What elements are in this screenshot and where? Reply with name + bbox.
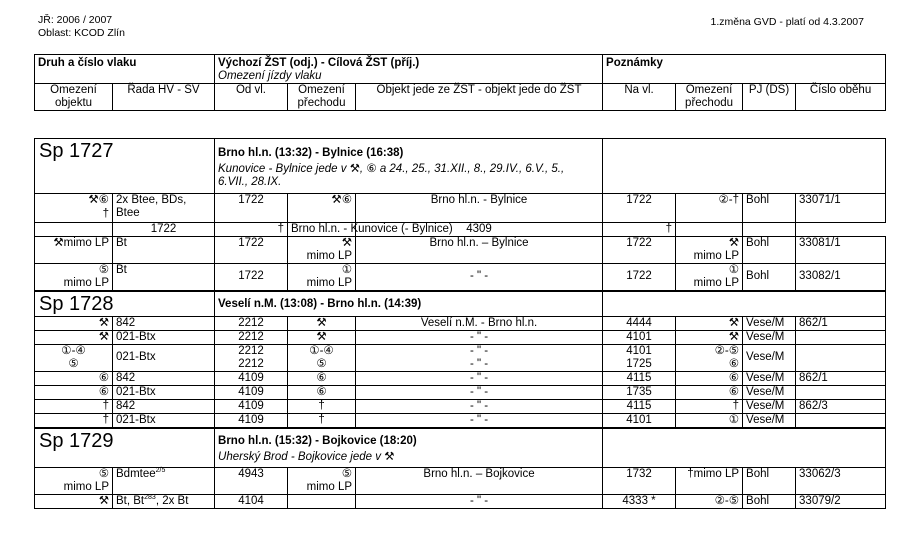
cell: ⑥ [35, 372, 113, 386]
cell [288, 345, 356, 372]
col-objekt: Objekt jede ze ŽST - objekt jede do ŽST [356, 84, 603, 111]
cell [113, 495, 215, 509]
cell: 842 [113, 317, 215, 331]
cell: 33062/3 [796, 468, 886, 495]
cell [796, 331, 886, 345]
table-row [35, 331, 886, 345]
cell: ⚒ [35, 317, 113, 331]
label: ⑤ [98, 468, 109, 480]
col-druh: Druh a číslo vlaku [35, 55, 215, 84]
label: přechodu [685, 97, 734, 109]
cell: 1722 [603, 194, 676, 223]
cell: Veselí n.M. - Brno hl.n. [356, 317, 603, 331]
cell: † [215, 223, 288, 237]
cell: 4101 [603, 331, 676, 345]
train-note: 6.VII., 28.IX. [218, 176, 282, 188]
label: ⑤ [68, 358, 79, 370]
label: mimo LP [306, 481, 353, 493]
cell [288, 495, 356, 509]
cell [603, 345, 676, 372]
cell [35, 264, 113, 292]
label: Bt, Bt [116, 495, 145, 507]
label: Btee [116, 207, 140, 219]
cell: Brno hl.n. – Bylnice [356, 237, 603, 264]
col-vychozi [215, 55, 603, 84]
superscript: 2/5 [155, 467, 166, 475]
cell: 4444 [603, 317, 676, 331]
table-row [35, 317, 886, 331]
cell: 1722 [113, 223, 215, 237]
cell: ⑥ [288, 372, 356, 386]
cell: 4115 [603, 372, 676, 386]
train-header-row [35, 291, 886, 317]
cell [676, 237, 743, 264]
cell: 862/1 [796, 372, 886, 386]
region: Oblast: KCOD Zlín [38, 27, 125, 39]
col-na-vl: Na vl. [603, 84, 676, 111]
cell [288, 237, 356, 264]
table-row [35, 414, 886, 429]
cell: - " - [356, 386, 603, 400]
train-poznamky [603, 428, 886, 468]
cell: 4104 [215, 495, 288, 509]
train-route-cell [215, 428, 603, 468]
label: mimo LP [693, 250, 740, 262]
label: 2212 [238, 358, 264, 370]
label: Omezení [50, 84, 97, 96]
cell: Vese/M [743, 400, 796, 414]
cell [356, 345, 603, 372]
cell: 4101 [603, 414, 676, 429]
label: mimo LP [63, 277, 109, 289]
cell: 862/3 [796, 400, 886, 414]
timetable-period: JŘ: 2006 / 2007 [38, 14, 113, 26]
table-row [35, 264, 886, 292]
table-row [35, 237, 886, 264]
cell: - " - [356, 414, 603, 429]
cell [796, 414, 886, 429]
cell: 021-Btx [113, 386, 215, 400]
cell: 33081/1 [796, 237, 886, 264]
label: mimo LP [63, 481, 109, 493]
cell: Vese/M [743, 386, 796, 400]
cell: 1722 [215, 194, 288, 223]
cell: Vese/M [743, 372, 796, 386]
train-header-row [35, 428, 886, 468]
cell: Brno hl.n. - Bylnice [356, 194, 603, 223]
cell: Bohl [743, 237, 796, 264]
cell [215, 345, 288, 372]
train-route: Brno hl.n. (15:32) - Bojkovice (18:20) [218, 435, 417, 447]
cell: ⚒⑥ [288, 194, 356, 223]
col-omezeni-jizdy: Omezení jízdy vlaku [218, 70, 322, 82]
cell: ⚒ [676, 331, 743, 345]
label: ②-⑤ [714, 345, 740, 357]
cell: Vese/M [743, 331, 796, 345]
cell: 1722 [603, 264, 676, 292]
table-row [35, 386, 886, 400]
col-rada-hv: Řada HV - SV [113, 84, 215, 111]
cell: Bt [113, 264, 215, 292]
label: ⚒ [341, 237, 353, 249]
cell: 4109 [215, 386, 288, 400]
document-header-right: 1.změna GVD - platí od 4.3.2007 [710, 16, 864, 28]
cell: ⚒ [35, 495, 113, 509]
label: 1725 [626, 358, 652, 370]
cell [676, 223, 743, 237]
train-note: Uherský Brod - Bojkovice jede v ⚒ [218, 451, 395, 463]
cell: 1722 [603, 237, 676, 264]
train-poznamky [603, 291, 886, 317]
table-row [35, 194, 886, 223]
table-row [35, 495, 886, 509]
table-row [35, 372, 886, 386]
cell: 4333 * [603, 495, 676, 509]
cell: - " - [356, 264, 603, 292]
cell: †mimo LP [676, 468, 743, 495]
table-row [35, 345, 886, 372]
cell: - " - [356, 400, 603, 414]
cell: Bohl [743, 468, 796, 495]
cell: † [288, 414, 356, 429]
cell: Bohl [743, 264, 796, 292]
cell: 1732 [603, 468, 676, 495]
table-row [35, 223, 886, 237]
cell: ⑥ [288, 386, 356, 400]
label: Omezení [685, 84, 733, 96]
cell: Bohl [743, 194, 796, 223]
cell: 021-Btx [113, 414, 215, 429]
label: ⑤ [98, 264, 109, 276]
cell: Vese/M [743, 414, 796, 429]
cell: † [35, 208, 113, 222]
cell: † [288, 400, 356, 414]
col-vychozi-label: Výchozí ŽST (odj.) - Cílová ŽST (příj.) [218, 57, 420, 69]
col-pj: PJ (DS) [743, 84, 796, 111]
cell: ⑥ [35, 386, 113, 400]
label: ① [728, 264, 740, 276]
cell [113, 194, 215, 223]
label: mimo LP [306, 250, 353, 262]
cell: ⚒ [35, 331, 113, 345]
cell: 4309 [356, 223, 603, 237]
col-omezeni-prechodu [288, 84, 356, 111]
cell: 021-Btx [113, 331, 215, 345]
cell [743, 223, 796, 237]
train-route: Brno hl.n. (13:32) - Bylnice (16:38) [218, 147, 404, 159]
cell [288, 264, 356, 292]
train-name: Sp 1729 [35, 428, 215, 468]
label: 2x Btee, BDs, [116, 194, 187, 206]
cell: ⑥ [676, 386, 743, 400]
cell: Brno hl.n. - Kunovice (- Bylnice) [288, 223, 356, 237]
train-route-cell [215, 139, 603, 194]
cell: Bohl [743, 495, 796, 509]
cell [113, 468, 215, 495]
cell: ⚒ [288, 317, 356, 331]
label: 2212 [238, 345, 264, 357]
label: ⑤ [341, 468, 353, 480]
cell [796, 345, 886, 372]
cell: 021-Btx [113, 345, 215, 372]
cell [676, 345, 743, 372]
cell: 2212 [215, 317, 288, 331]
label: - " - [469, 358, 489, 370]
cell: - " - [356, 495, 603, 509]
label: - " - [469, 345, 489, 357]
cell: 4109 [215, 400, 288, 414]
cell: 842 [113, 372, 215, 386]
train-name: Sp 1727 [35, 139, 215, 194]
cell: 33079/2 [796, 495, 886, 509]
label: Bdmtee [116, 468, 156, 480]
cell: 1722 [215, 237, 288, 264]
cell [796, 386, 886, 400]
cell: † [603, 223, 676, 237]
cell: ① [676, 414, 743, 429]
cell: ⚒ [288, 331, 356, 345]
cell: 33071/1 [796, 194, 886, 223]
table-row [35, 400, 886, 414]
label: ⑥ [728, 358, 740, 370]
col-od-vl: Od vl. [215, 84, 288, 111]
col-omezeni-objektu [35, 84, 113, 111]
cell [35, 345, 113, 372]
column-header-table [34, 54, 886, 111]
cell: ⚒ [676, 317, 743, 331]
trains-table [34, 138, 886, 509]
cell: 2212 [215, 331, 288, 345]
document-header-left [38, 14, 125, 40]
label: ⑤ [316, 358, 327, 370]
cell: † [35, 400, 113, 414]
cell: ②-† [676, 194, 743, 223]
table-row [35, 468, 886, 495]
col-cislo-obehu: Číslo oběhu [796, 84, 886, 111]
label: ⚒ [728, 237, 740, 249]
train-note: Kunovice - Bylnice jede v ⚒, ⑥ a 24., 25., 31.XII., 8., 29.IV., 6.V., 5., [218, 163, 565, 175]
cell: † [35, 414, 113, 429]
cell: † [676, 400, 743, 414]
cell: 4109 [215, 414, 288, 429]
label: přechodu [297, 97, 346, 109]
label: mimo LP [693, 277, 740, 289]
cell: ②-⑤ [676, 495, 743, 509]
cell [288, 468, 356, 495]
cell: - " - [356, 372, 603, 386]
superscript: 283 [144, 494, 156, 502]
label: ① [341, 264, 353, 276]
cell: Bt [113, 237, 215, 264]
cell [35, 468, 113, 495]
label: objektu [54, 97, 93, 109]
cell: 1735 [603, 386, 676, 400]
cell: 842 [113, 400, 215, 414]
train-header-row [35, 139, 886, 194]
cell: ⚒mimo LP [35, 237, 113, 264]
cell: 4115 [603, 400, 676, 414]
label: , 2x Bt [155, 495, 189, 507]
label: Omezení [298, 84, 345, 96]
cell: Vese/M [743, 345, 796, 372]
label: ①-④ [309, 345, 334, 357]
col-omezeni-prechodu-2 [676, 84, 743, 111]
cell: ⚒⑥ [35, 194, 113, 223]
train-route: Veselí n.M. (13:08) - Brno hl.n. (14:39) [215, 291, 603, 317]
cell: 4109 [215, 372, 288, 386]
label: mimo LP [306, 277, 353, 289]
cell [676, 264, 743, 292]
cell: 1722 [215, 264, 288, 292]
train-poznamky [603, 139, 886, 194]
label: ①-④ [61, 345, 86, 357]
cell: 862/1 [796, 317, 886, 331]
train-name: Sp 1728 [35, 291, 215, 317]
cell: 4943 [215, 468, 288, 495]
label: 4101 [626, 345, 652, 357]
cell: 33082/1 [796, 264, 886, 292]
cell: ⑥ [676, 372, 743, 386]
cell: Vese/M [743, 317, 796, 331]
cell: - " - [356, 331, 603, 345]
cell: Brno hl.n. – Bojkovice [356, 468, 603, 495]
col-poznamky: Poznámky [603, 55, 886, 84]
